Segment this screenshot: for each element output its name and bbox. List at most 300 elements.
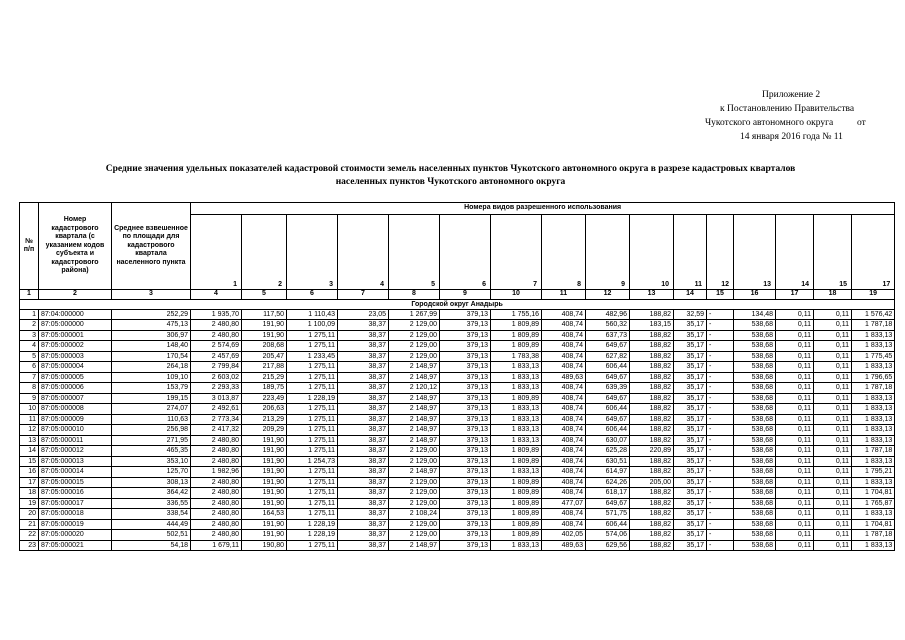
value-cell: 38,37	[338, 425, 389, 436]
value-cell: 1 809,89	[491, 320, 542, 331]
value-cell: 38,37	[338, 383, 389, 394]
header-average: Среднее взвешенное по площади для кадастрового квартала населенного пункта	[112, 203, 191, 290]
row-number: 8	[20, 383, 39, 394]
value-cell: 1 809,89	[491, 393, 542, 404]
value-cell: 1 833,13	[852, 540, 895, 551]
column-number: 5	[242, 290, 287, 300]
value-cell: 0,11	[776, 320, 814, 331]
value-cell: 188,82	[630, 383, 674, 394]
column-number: 8	[389, 290, 440, 300]
value-cell: 1 833,13	[491, 414, 542, 425]
value-cell: 1 228,19	[287, 530, 338, 541]
appendix-line-1: Приложение 2	[762, 90, 821, 100]
value-cell: 538,68	[734, 393, 776, 404]
value-cell: 1 833,13	[491, 383, 542, 394]
value-cell: 0,11	[814, 404, 852, 415]
value-cell: 188,82	[630, 530, 674, 541]
value-cell: 1 275,11	[287, 425, 338, 436]
use-code-header: 6	[440, 215, 491, 290]
value-cell: 0,11	[814, 351, 852, 362]
table-row	[20, 446, 895, 457]
use-code-header: 4	[338, 215, 389, 290]
quarter-number: 87:05:000015	[39, 477, 112, 488]
value-cell: 0,11	[776, 372, 814, 383]
row-number: 23	[20, 540, 39, 551]
value-cell: 191,90	[242, 320, 287, 331]
value-cell: 164,53	[242, 509, 287, 520]
value-cell: 2 480,80	[191, 488, 242, 499]
value-cell: 336,55	[112, 498, 191, 509]
row-number: 5	[20, 351, 39, 362]
value-cell: 1 275,11	[287, 488, 338, 499]
value-cell: 408,74	[542, 425, 586, 436]
value-cell: 117,50	[242, 309, 287, 320]
value-cell: 0,11	[814, 540, 852, 551]
row-number: 10	[20, 404, 39, 415]
value-cell: 252,29	[112, 309, 191, 320]
value-cell: 1 833,13	[852, 404, 895, 415]
quarter-number: 87:05:000013	[39, 456, 112, 467]
value-cell: 408,74	[542, 414, 586, 425]
row-number: 9	[20, 393, 39, 404]
value-cell: 379,13	[440, 425, 491, 436]
value-cell: 188,82	[630, 362, 674, 373]
value-cell: 191,90	[242, 330, 287, 341]
value-cell: 1 833,13	[852, 362, 895, 373]
value-cell: 38,37	[338, 341, 389, 352]
value-cell: 0,11	[776, 309, 814, 320]
value-cell: 188,82	[630, 414, 674, 425]
value-cell: 1 755,16	[491, 309, 542, 320]
column-number: 11	[542, 290, 586, 300]
use-code-header: 14	[776, 215, 814, 290]
row-number: 12	[20, 425, 39, 436]
value-cell: 2 480,80	[191, 519, 242, 530]
row-number: 16	[20, 467, 39, 478]
value-cell: 188,82	[630, 488, 674, 499]
value-cell: 538,68	[734, 414, 776, 425]
row-number: 4	[20, 341, 39, 352]
value-cell: 502,51	[112, 530, 191, 541]
value-cell: 209,29	[242, 425, 287, 436]
appendix-block	[690, 88, 900, 144]
value-cell: 649,67	[586, 393, 630, 404]
table-row	[20, 309, 895, 320]
value-cell: 538,68	[734, 477, 776, 488]
value-cell: 206,63	[242, 404, 287, 415]
value-cell: 0,11	[776, 351, 814, 362]
value-cell: 2 148,97	[389, 393, 440, 404]
column-number: 4	[191, 290, 242, 300]
use-code-header: 10	[630, 215, 674, 290]
value-cell: 379,13	[440, 404, 491, 415]
value-cell: 538,68	[734, 372, 776, 383]
value-cell: 2 148,97	[389, 467, 440, 478]
quarter-number: 87:05:000003	[39, 351, 112, 362]
column-number: 13	[630, 290, 674, 300]
value-cell: 0,11	[814, 456, 852, 467]
value-cell: 35,17	[674, 341, 707, 352]
value-cell: 306,97	[112, 330, 191, 341]
value-cell: 2 480,80	[191, 530, 242, 541]
value-cell: 1 809,89	[491, 498, 542, 509]
value-cell: -	[707, 509, 734, 520]
value-cell: 1 576,42	[852, 309, 895, 320]
value-cell: 482,96	[586, 309, 630, 320]
value-cell: 2 120,12	[389, 383, 440, 394]
column-number: 7	[338, 290, 389, 300]
column-number: 2	[39, 290, 112, 300]
value-cell: 220,89	[630, 446, 674, 457]
value-cell: 2 457,69	[191, 351, 242, 362]
table-row	[20, 456, 895, 467]
row-number: 15	[20, 456, 39, 467]
value-cell: 191,90	[242, 488, 287, 499]
value-cell: 35,17	[674, 393, 707, 404]
quarter-number: 87:05:000002	[39, 341, 112, 352]
value-cell: 0,11	[776, 404, 814, 415]
value-cell: 379,13	[440, 446, 491, 457]
value-cell: 23,05	[338, 309, 389, 320]
value-cell: 35,17	[674, 530, 707, 541]
value-cell: 0,11	[776, 477, 814, 488]
value-cell: 208,68	[242, 341, 287, 352]
use-code-header: 1	[191, 215, 242, 290]
row-number: 20	[20, 509, 39, 520]
value-cell: 625,28	[586, 446, 630, 457]
use-code-header: 2	[242, 215, 287, 290]
value-cell: 188,82	[630, 467, 674, 478]
value-cell: 2 129,00	[389, 477, 440, 488]
value-cell: 2 773,34	[191, 414, 242, 425]
value-cell: 0,11	[814, 341, 852, 352]
value-cell: 191,90	[242, 456, 287, 467]
section-title: Городской округ Анадырь	[20, 299, 895, 309]
value-cell: 1 787,18	[852, 446, 895, 457]
value-cell: 1 254,73	[287, 456, 338, 467]
use-code-header: 7	[491, 215, 542, 290]
value-cell: 408,74	[542, 393, 586, 404]
column-number: 16	[734, 290, 776, 300]
value-cell: 618,17	[586, 488, 630, 499]
value-cell: 630,07	[586, 435, 630, 446]
value-cell: 2 148,97	[389, 435, 440, 446]
table-row	[20, 351, 895, 362]
value-cell: 639,39	[586, 383, 630, 394]
column-number: 3	[112, 290, 191, 300]
value-cell: 538,68	[734, 341, 776, 352]
value-cell: 1 833,13	[852, 477, 895, 488]
value-cell: 38,37	[338, 414, 389, 425]
value-cell: 0,11	[776, 519, 814, 530]
value-cell: 38,37	[338, 540, 389, 551]
value-cell: 191,90	[242, 446, 287, 457]
value-cell: 109,10	[112, 372, 191, 383]
value-cell: 205,00	[630, 477, 674, 488]
value-cell: 408,74	[542, 383, 586, 394]
value-cell: 408,74	[542, 341, 586, 352]
value-cell: 0,11	[814, 383, 852, 394]
value-cell: 379,13	[440, 341, 491, 352]
quarter-number: 87:05:000018	[39, 509, 112, 520]
quarter-number: 87:05:000009	[39, 414, 112, 425]
value-cell: 2 148,97	[389, 404, 440, 415]
appendix-line-2: к Постановлению Правительства	[720, 104, 855, 114]
use-code-header: 13	[734, 215, 776, 290]
value-cell: -	[707, 456, 734, 467]
value-cell: 649,67	[586, 372, 630, 383]
value-cell: 538,68	[734, 362, 776, 373]
value-cell: 0,11	[776, 393, 814, 404]
row-number: 3	[20, 330, 39, 341]
value-cell: 35,17	[674, 425, 707, 436]
value-cell: 1 275,11	[287, 383, 338, 394]
row-number: 1	[20, 309, 39, 320]
value-cell: -	[707, 467, 734, 478]
value-cell: 1 275,11	[287, 330, 338, 341]
table-row	[20, 393, 895, 404]
column-number: 18	[814, 290, 852, 300]
value-cell: 0,11	[814, 362, 852, 373]
appendix-line-4: 14 января 2016 года № 11	[740, 132, 843, 142]
value-cell: 1 787,18	[852, 530, 895, 541]
value-cell: 2 480,80	[191, 320, 242, 331]
value-cell: 2 108,24	[389, 509, 440, 520]
value-cell: 256,98	[112, 425, 191, 436]
value-cell: -	[707, 425, 734, 436]
value-cell: 649,67	[586, 341, 630, 352]
value-cell: 1 275,11	[287, 372, 338, 383]
value-cell: 183,15	[630, 320, 674, 331]
value-cell: 110,63	[112, 414, 191, 425]
value-cell: 408,74	[542, 477, 586, 488]
value-cell: 188,82	[630, 425, 674, 436]
value-cell: 1 833,13	[852, 435, 895, 446]
value-cell: 538,68	[734, 404, 776, 415]
value-cell: 408,74	[542, 456, 586, 467]
value-cell: 1 275,11	[287, 498, 338, 509]
column-numbers-row	[20, 290, 895, 300]
value-cell: 0,11	[814, 330, 852, 341]
value-cell: 2 148,97	[389, 540, 440, 551]
value-cell: 1 787,18	[852, 383, 895, 394]
use-code-header: 17	[852, 215, 895, 290]
value-cell: 1 809,89	[491, 509, 542, 520]
row-number: 19	[20, 498, 39, 509]
value-cell: 379,13	[440, 498, 491, 509]
value-cell: 649,67	[586, 414, 630, 425]
row-number: 14	[20, 446, 39, 457]
quarter-number: 87:04:000000	[39, 309, 112, 320]
value-cell: 408,74	[542, 467, 586, 478]
value-cell: 538,68	[734, 540, 776, 551]
value-cell: 0,11	[776, 467, 814, 478]
value-cell: 408,74	[542, 488, 586, 499]
value-cell: 35,17	[674, 404, 707, 415]
value-cell: 38,37	[338, 372, 389, 383]
value-cell: 1 275,11	[287, 435, 338, 446]
table-row	[20, 519, 895, 530]
value-cell: -	[707, 393, 734, 404]
value-cell: 188,82	[630, 341, 674, 352]
column-number: 19	[852, 290, 895, 300]
value-cell: 379,13	[440, 393, 491, 404]
value-cell: 408,74	[542, 351, 586, 362]
value-cell: 38,37	[338, 404, 389, 415]
value-cell: 188,82	[630, 309, 674, 320]
value-cell: 2 293,33	[191, 383, 242, 394]
value-cell: 1 795,21	[852, 467, 895, 478]
value-cell: 2 129,00	[389, 330, 440, 341]
value-cell: 1 275,11	[287, 467, 338, 478]
value-cell: 0,11	[776, 341, 814, 352]
value-cell: 0,11	[776, 509, 814, 520]
value-cell: 408,74	[542, 509, 586, 520]
value-cell: 1 809,89	[491, 456, 542, 467]
value-cell: 538,68	[734, 425, 776, 436]
value-cell: 0,11	[814, 414, 852, 425]
value-cell: 0,11	[814, 519, 852, 530]
value-cell: 0,11	[814, 309, 852, 320]
row-number: 6	[20, 362, 39, 373]
value-cell: 2 480,80	[191, 446, 242, 457]
value-cell: 1 833,13	[491, 362, 542, 373]
value-cell: 38,37	[338, 530, 389, 541]
value-cell: 38,37	[338, 435, 389, 446]
value-cell: 1 809,89	[491, 446, 542, 457]
value-cell: 379,13	[440, 351, 491, 362]
value-cell: 191,90	[242, 519, 287, 530]
value-cell: -	[707, 414, 734, 425]
table-row	[20, 320, 895, 331]
value-cell: 649,67	[586, 498, 630, 509]
value-cell: 2 129,00	[389, 341, 440, 352]
value-cell: 2 417,32	[191, 425, 242, 436]
value-cell: 0,11	[776, 498, 814, 509]
value-cell: 170,54	[112, 351, 191, 362]
value-cell: 0,11	[776, 383, 814, 394]
value-cell: 35,17	[674, 446, 707, 457]
value-cell: 1 833,13	[491, 467, 542, 478]
value-cell: 637,73	[586, 330, 630, 341]
value-cell: 38,37	[338, 519, 389, 530]
value-cell: 0,11	[814, 320, 852, 331]
value-cell: 1 796,65	[852, 372, 895, 383]
value-cell: 308,13	[112, 477, 191, 488]
value-cell: 213,29	[242, 414, 287, 425]
value-cell: 538,68	[734, 519, 776, 530]
value-cell: 38,37	[338, 467, 389, 478]
value-cell: 606,44	[586, 519, 630, 530]
value-cell: 191,90	[242, 498, 287, 509]
table-row	[20, 540, 895, 551]
table-row	[20, 530, 895, 541]
value-cell: 1 833,13	[852, 414, 895, 425]
value-cell: 538,68	[734, 530, 776, 541]
value-cell: 444,49	[112, 519, 191, 530]
column-number: 6	[287, 290, 338, 300]
value-cell: 0,11	[814, 446, 852, 457]
value-cell: 538,68	[734, 456, 776, 467]
value-cell: 627,82	[586, 351, 630, 362]
value-cell: 0,11	[776, 488, 814, 499]
use-code-header: 3	[287, 215, 338, 290]
value-cell: 2 492,61	[191, 404, 242, 415]
value-cell: 0,11	[814, 467, 852, 478]
header-quarter: Номер кадастрового квартала (с указанием кодов субъекта и кадастрового района)	[39, 203, 112, 290]
value-cell: 408,74	[542, 362, 586, 373]
value-cell: 188,82	[630, 372, 674, 383]
document-title-line-2: населенных пунктов Чукотского автономного округа	[335, 177, 566, 187]
quarter-number: 87:05:000019	[39, 519, 112, 530]
cadastral-values-table	[19, 202, 895, 551]
value-cell: 1 833,13	[852, 509, 895, 520]
value-cell: 188,82	[630, 498, 674, 509]
value-cell: 188,82	[630, 404, 674, 415]
column-number: 17	[776, 290, 814, 300]
value-cell: 1 809,89	[491, 519, 542, 530]
value-cell: 199,15	[112, 393, 191, 404]
value-cell: 1 100,09	[287, 320, 338, 331]
table-row	[20, 372, 895, 383]
value-cell: 1 275,11	[287, 540, 338, 551]
value-cell: 264,18	[112, 362, 191, 373]
table-row	[20, 341, 895, 352]
row-number: 7	[20, 372, 39, 383]
table-row	[20, 414, 895, 425]
value-cell: 538,68	[734, 446, 776, 457]
value-cell: 188,82	[630, 509, 674, 520]
value-cell: 538,68	[734, 488, 776, 499]
value-cell: -	[707, 477, 734, 488]
value-cell: 189,75	[242, 383, 287, 394]
table-row	[20, 477, 895, 488]
value-cell: 2 799,84	[191, 362, 242, 373]
value-cell: -	[707, 383, 734, 394]
value-cell: 402,05	[542, 530, 586, 541]
value-cell: 188,82	[630, 393, 674, 404]
quarter-number: 87:05:000008	[39, 404, 112, 415]
value-cell: 1 833,13	[852, 330, 895, 341]
value-cell: 1 809,89	[491, 530, 542, 541]
quarter-number: 87:05:000010	[39, 425, 112, 436]
value-cell: 153,79	[112, 383, 191, 394]
value-cell: 1 809,89	[491, 341, 542, 352]
value-cell: 0,11	[776, 530, 814, 541]
value-cell: 223,49	[242, 393, 287, 404]
value-cell: 574,06	[586, 530, 630, 541]
value-cell: 0,11	[776, 456, 814, 467]
value-cell: -	[707, 351, 734, 362]
value-cell: 35,17	[674, 383, 707, 394]
table-row	[20, 330, 895, 341]
value-cell: 2 480,80	[191, 330, 242, 341]
value-cell: 188,82	[630, 330, 674, 341]
value-cell: 2 148,97	[389, 362, 440, 373]
value-cell: 35,17	[674, 467, 707, 478]
table-row	[20, 362, 895, 373]
value-cell: -	[707, 498, 734, 509]
value-cell: 38,37	[338, 488, 389, 499]
value-cell: 538,68	[734, 383, 776, 394]
value-cell: 35,17	[674, 456, 707, 467]
value-cell: 379,13	[440, 414, 491, 425]
value-cell: 0,11	[776, 446, 814, 457]
value-cell: 188,82	[630, 519, 674, 530]
table-row	[20, 509, 895, 520]
value-cell: 408,74	[542, 320, 586, 331]
document-title	[28, 163, 873, 189]
